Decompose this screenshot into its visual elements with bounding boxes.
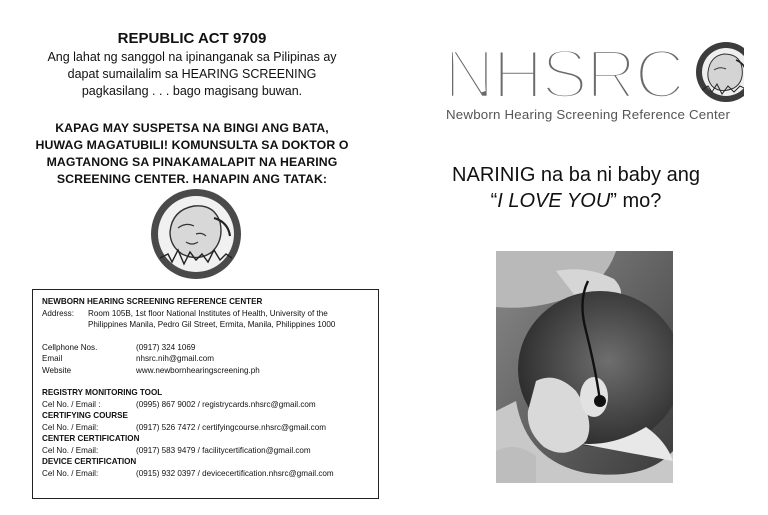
contact-box — [32, 289, 379, 499]
address-row — [42, 308, 370, 331]
section-value: (0915) 932 0397 / devicecertification.nhsrc@gmail.com — [136, 468, 334, 478]
cellphone-label: Cellphone Nos. — [42, 342, 98, 352]
open-quote: “ — [490, 190, 498, 212]
address-value — [88, 308, 370, 331]
warning-line: MAGTANONG SA PINAKAMALAPIT NA HEARING — [46, 155, 338, 169]
section-title: CENTER CERTIFICATION — [42, 434, 140, 443]
baby-hearing-test-photo — [496, 251, 673, 483]
section-label: Cel No. / Email: — [42, 468, 99, 478]
website-value: www.newbornhearingscreening.ph — [136, 365, 260, 375]
headline-line: NARINIG na ba ni baby ang — [452, 164, 700, 186]
section-row — [42, 399, 370, 411]
address-label: Address: — [42, 308, 74, 318]
section-label: Cel No. / Email : — [42, 399, 101, 409]
section-title: CERTIFYING COURSE — [42, 411, 128, 420]
email-label: Email — [42, 354, 63, 363]
law-line: dapat sumailalim sa HEARING SCREENING — [67, 67, 317, 81]
section-row — [42, 422, 370, 434]
law-text — [40, 49, 344, 100]
email-row — [42, 353, 370, 365]
hearing-seal-icon — [150, 188, 242, 280]
law-line: Ang lahat ng sanggol na ipinanganak sa Pilipinas ay — [47, 50, 337, 64]
logo-text: NHSRC — [444, 35, 686, 113]
section-row — [42, 468, 370, 480]
law-title: REPUBLIC ACT 9709 — [117, 30, 267, 47]
address-line: Room 105B, 1st floor National Institutes of Health, University of the — [88, 308, 328, 318]
headline — [384, 162, 768, 214]
logo-tagline: Newborn Hearing Screening Reference Center — [446, 107, 731, 122]
section-value: (0995) 867 9002 / registrycards.nhsrc@gmail.com — [136, 399, 316, 409]
cellphone-row — [42, 342, 370, 354]
section-value: (0917) 526 7472 / certifyingcourse.nhsrc@gmail.com — [136, 422, 326, 432]
headline-quote — [384, 188, 768, 214]
warning-line: SCREENING CENTER. HANAPIN ANG TATAK: — [56, 172, 328, 186]
address-line: Philippines Manila, Pedro Gil Street, Ermita, Manila, Philippines 1000 — [88, 320, 336, 329]
law-line: pagkasilang . . . bago magisang buwan. — [81, 84, 303, 98]
section-label: Cel No. / Email: — [42, 445, 99, 455]
website-row — [42, 365, 370, 377]
section-label: Cel No. / Email: — [42, 422, 99, 432]
headline-italic: I LOVE YOU — [497, 190, 611, 212]
section-title: REGISTRY MONITORING TOOL — [42, 388, 163, 397]
close-quote: ” mo? — [610, 190, 662, 212]
logo-baby-icon — [696, 42, 744, 102]
warning-line: KAPAG MAY SUSPETSA NA BINGI ANG BATA, — [55, 121, 329, 135]
email-value: nhsrc.nih@gmail.com — [136, 354, 214, 363]
section-value: (0917) 583 9479 / facilitycertification@gmail.com — [136, 445, 311, 455]
cellphone-value: (0917) 324 1069 — [136, 342, 196, 352]
warning-text — [24, 120, 360, 188]
center-name: NEWBORN HEARING SCREENING REFERENCE CENTER — [42, 297, 263, 306]
section-row — [42, 445, 370, 457]
website-label: Website — [42, 365, 72, 375]
warning-line: HUWAG MAGATUBILI! KOMUNSULTA SA DOKTOR O — [35, 138, 349, 152]
section-title: DEVICE CERTIFICATION — [42, 457, 137, 466]
